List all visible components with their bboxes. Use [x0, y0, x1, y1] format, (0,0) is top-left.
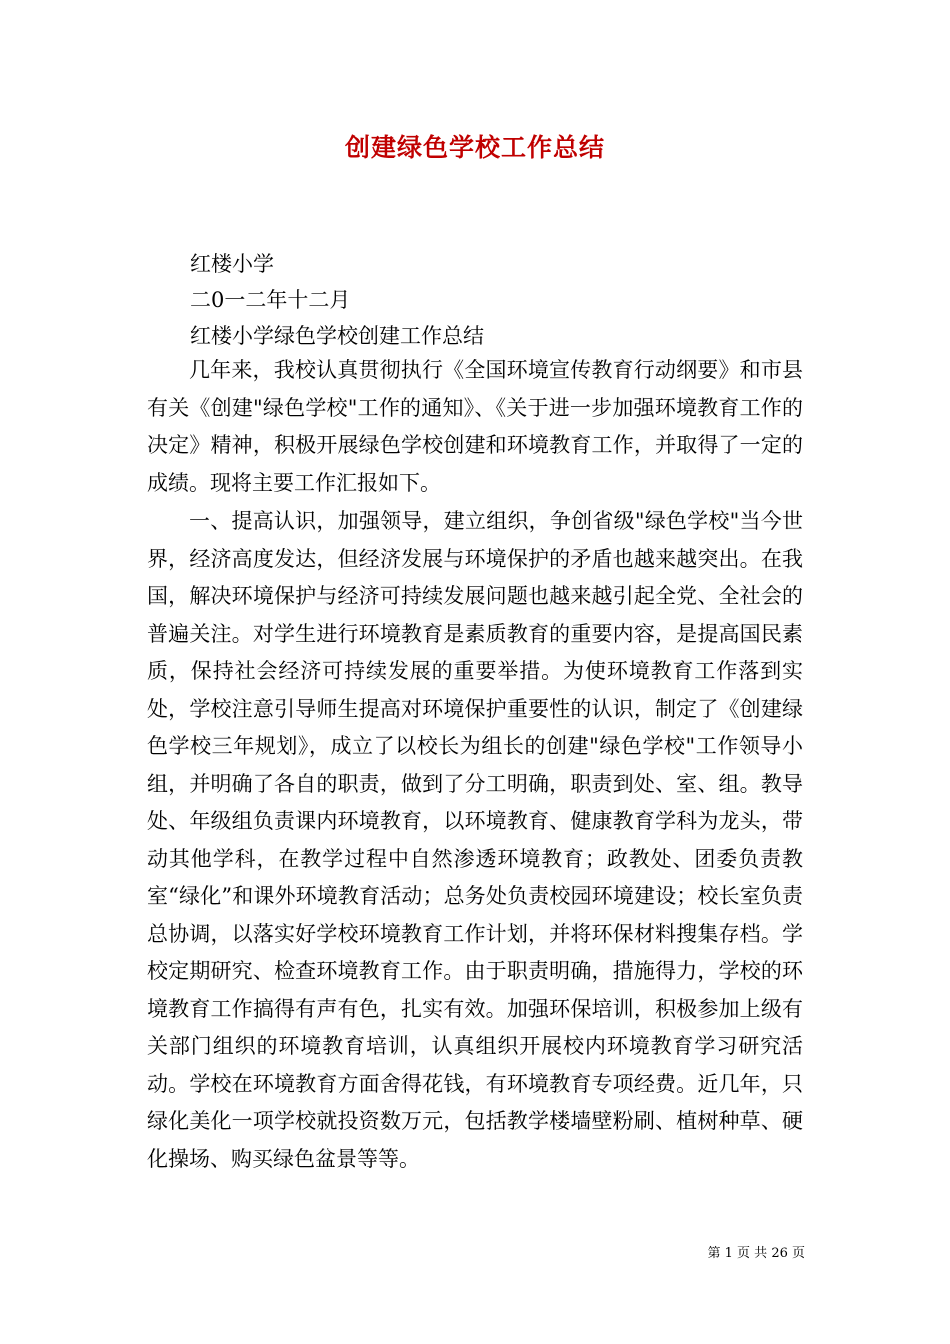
- document-subtitle: 红楼小学绿色学校创建工作总结: [190, 324, 484, 348]
- document-title: 创建绿色学校工作总结: [344, 133, 605, 162]
- school-name: 红楼小学: [190, 252, 274, 276]
- document-date: 二0一二年十二月: [190, 288, 351, 312]
- page-number: 第 1 页 共 26 页: [707, 1246, 805, 1261]
- paragraph-intro: 几年来，我校认真贯彻执行《全国环境宣传教育行动纲要》和市县有关《创建"绿色学校"工作的通知》、《关于进一步加强环境教育工作的决定》精神，积极开展绿色学校创建和环境教育工作，并取得了一定的成绩。现将主要工作汇报如下。: [147, 358, 803, 495]
- paragraph-section-one: 一、提高认识，加强领导，建立组织，争创省级"绿色学校"当今世界，经济高度发达，但经济发展与环境保护的矛盾也越来越突出。在我国，解决环境保护与经济可持续发展问题也越来越引起全党、全社会的普遍关注。对学生进行环境教育是素质教育的重要内容，是提高国民素质，保持社会经济可持续发展的重要举措。为使环境教育工作落到实处，学校注意引导师生提高对环境保护重要性的认识，制定了《创建绿色学校三年规划》，成立了以校长为组长的创建"绿色学校"工作领导小组，并明确了各自的职责，做到了分工明确，职责到处、室、组。教导处、年级组负责课内环境教育，以环境教育、健康教育学科为龙头，带动其他学科，在教学过程中自然渗透环境教育；政教处、团委负责教室“绿化”和课外环境教育活动；总务处负责校园环境建设；校长室负责总协调，以落实好学校环境教育工作计划，并将环保材料搜集存档。学校定期研究、检查环境教育工作。由于职责明确，措施得力，学校的环境教育工作搞得有声有色，扎实有效。加强环保培训，积极参加上级有关部门组织的环境教育培训，认真组织开展校内环境教育学习研究活动。学校在环境教育方面舍得花钱，有环境教育专项经费。近几年，只绿化美化一项学校就投资数万元，包括教学楼墙壁粉刷、植树种草、硬化操场、购买绿色盆景等等。: [147, 509, 803, 1171]
